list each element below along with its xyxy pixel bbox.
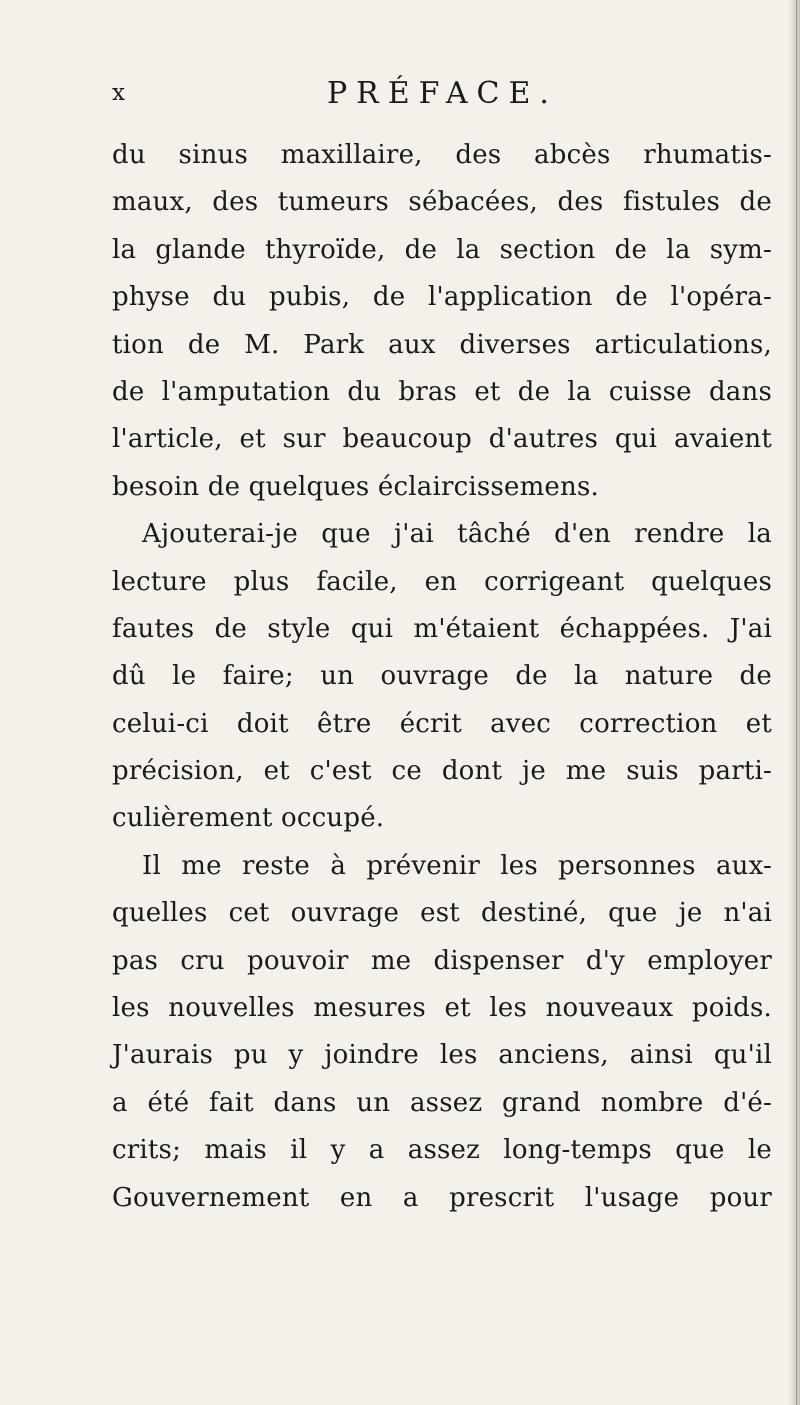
page-edge-shadow	[788, 0, 800, 1405]
text-line: Gouvernement en a prescrit l'usage pour	[112, 1182, 772, 1213]
text-line: Il me reste à prévenir les personnes aux-	[142, 850, 772, 881]
page-edge-line	[796, 0, 797, 1405]
text-line: maux, des tumeurs sébacées, des fistules de	[112, 187, 772, 218]
text-line: de l'amputation du bras et de la cuisse dans	[112, 376, 772, 407]
text-line: J'aurais pu y joindre les anciens, ainsi qu'il	[112, 1040, 772, 1071]
text-line: du sinus maxillaire, des abcès rhumatis-	[112, 140, 772, 170]
text-line: besoin de quelques éclaircissemens.	[112, 471, 599, 502]
text-line: la glande thyroïde, de la section de la sym-	[112, 234, 772, 265]
text-line: physe du pubis, de l'application de l'opéra-	[112, 282, 772, 313]
text-line: les nouvelles mesures et les nouveaux poids.	[112, 993, 772, 1024]
text-line: a été fait dans un assez grand nombre d'é-	[112, 1087, 772, 1118]
text-line: tion de M. Park aux diverses articulations,	[112, 329, 772, 360]
running-title: PRÉFACE.	[327, 76, 558, 111]
text-line: lecture plus facile, en corrigeant quelques	[112, 566, 772, 597]
page-number: x	[112, 80, 125, 106]
running-head	[112, 76, 772, 120]
text-line: pas cru pouvoir me dispenser d'y employer	[112, 945, 772, 976]
body-text	[112, 132, 772, 1222]
text-line: culièrement occupé.	[112, 803, 385, 834]
text-line: crits; mais il y a assez long-temps que le	[112, 1135, 772, 1166]
text-line: dû le faire; un ouvrage de la nature de	[112, 661, 772, 692]
text-line: quelles cet ouvrage est destiné, que je n'ai	[112, 898, 772, 929]
text-line: fautes de style qui m'étaient échappées. J'ai	[112, 613, 772, 644]
text-line: précision, et c'est ce dont je me suis parti-	[112, 756, 772, 787]
text-line: celui-ci doit être écrit avec correction et	[112, 708, 772, 739]
text-line: Ajouterai-je que j'ai tâché d'en rendre la	[142, 519, 772, 550]
text-line: l'article, et sur beaucoup d'autres qui avaient	[112, 424, 772, 455]
